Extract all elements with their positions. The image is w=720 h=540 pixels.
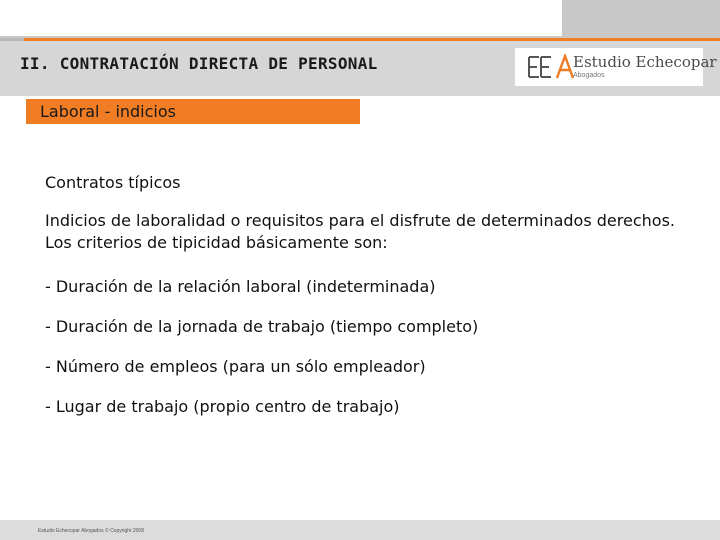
list-item: - Número de empleos (para un sólo empleador) — [45, 357, 426, 376]
list-item: - Lugar de trabajo (propio centro de trabajo) — [45, 397, 400, 416]
header-accent-line — [0, 38, 720, 41]
logo-subtitle: Abogados — [573, 72, 605, 79]
top-white-panel — [0, 0, 562, 36]
section-title: II. CONTRATACIÓN DIRECTA DE PERSONAL — [20, 54, 378, 73]
echecopar-logo-icon — [527, 54, 575, 80]
logo — [515, 48, 717, 86]
subtitle: Laboral - indicios — [40, 102, 176, 121]
logo-name: Estudio Echecopar — [573, 53, 717, 71]
content-heading: Contratos típicos — [45, 173, 181, 192]
list-item: - Duración de la jornada de trabajo (tiempo completo) — [45, 317, 479, 336]
list-item: - Duración de la relación laboral (indeterminada) — [45, 277, 436, 296]
content-intro: Indicios de laboralidad o requisitos para el disfrute de determinados derechos. Los criterios de tipicidad básicamente son: — [45, 211, 675, 252]
slide-content — [45, 172, 705, 436]
footer-copyright: Estudio Echecopar Abogados © Copyright 2008 — [38, 528, 144, 534]
